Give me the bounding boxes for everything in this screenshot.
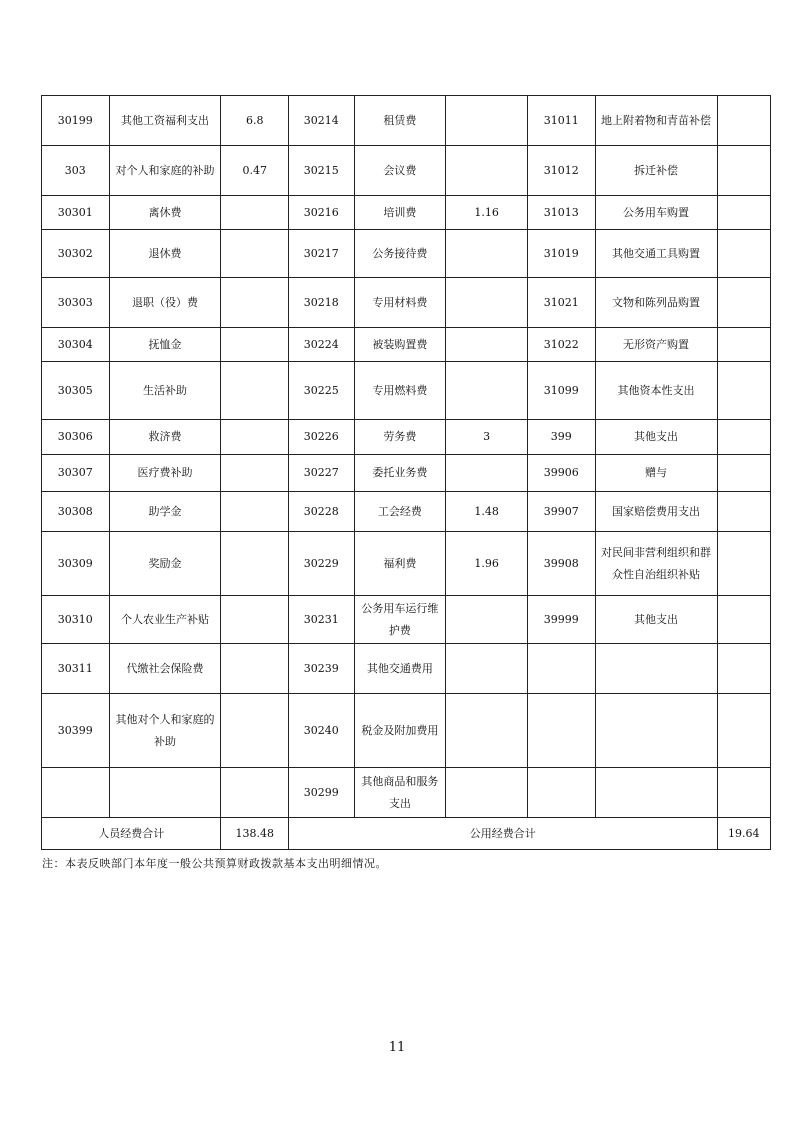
cell-code: 31099	[527, 362, 595, 420]
cell-item: 其他支出	[595, 596, 717, 644]
table-row	[42, 328, 771, 362]
cell-code: 30310	[42, 596, 110, 644]
cell-item	[595, 644, 717, 694]
cell-item: 会议费	[354, 146, 446, 196]
cell-amount	[221, 196, 289, 230]
cell-code: 30304	[42, 328, 110, 362]
cell-item: 其他交通工具购置	[595, 230, 717, 278]
cell-code	[527, 768, 595, 818]
cell-item: 文物和陈列品购置	[595, 278, 717, 328]
cell-code: 30215	[289, 146, 355, 196]
cell-amount	[446, 455, 528, 492]
cell-code	[527, 694, 595, 768]
cell-item: 其他支出	[595, 420, 717, 455]
table-row	[42, 532, 771, 596]
cell-amount	[717, 492, 771, 532]
cell-item: 委托业务费	[354, 455, 446, 492]
table-row	[42, 420, 771, 455]
cell-amount	[717, 328, 771, 362]
cell-amount	[446, 768, 528, 818]
cell-amount	[717, 420, 771, 455]
table-row	[42, 362, 771, 420]
public-total-label: 公用经费合计	[289, 818, 718, 850]
cell-item: 其他对个人和家庭的补助	[109, 694, 221, 768]
table-row	[42, 278, 771, 328]
cell-amount: 6.8	[221, 96, 289, 146]
cell-item	[109, 768, 221, 818]
cell-amount	[221, 278, 289, 328]
cell-amount	[221, 694, 289, 768]
table-row	[42, 230, 771, 278]
cell-item: 对个人和家庭的补助	[109, 146, 221, 196]
cell-code: 39907	[527, 492, 595, 532]
cell-amount	[446, 596, 528, 644]
cell-code: 39908	[527, 532, 595, 596]
totals-row	[42, 818, 771, 850]
cell-amount	[221, 596, 289, 644]
cell-code: 399	[527, 420, 595, 455]
cell-item: 公务接待费	[354, 230, 446, 278]
cell-item: 抚恤金	[109, 328, 221, 362]
cell-amount	[446, 694, 528, 768]
cell-item: 拆迁补偿	[595, 146, 717, 196]
cell-amount	[221, 328, 289, 362]
cell-amount	[446, 278, 528, 328]
cell-item: 代缴社会保险费	[109, 644, 221, 694]
cell-code: 30239	[289, 644, 355, 694]
personnel-total-label: 人员经费合计	[42, 818, 221, 850]
cell-code: 30217	[289, 230, 355, 278]
cell-amount	[221, 455, 289, 492]
cell-code: 30399	[42, 694, 110, 768]
table-row	[42, 196, 771, 230]
cell-code: 30305	[42, 362, 110, 420]
cell-code: 30240	[289, 694, 355, 768]
cell-amount	[446, 96, 528, 146]
cell-amount	[221, 230, 289, 278]
table-row	[42, 596, 771, 644]
cell-item: 工会经费	[354, 492, 446, 532]
cell-amount	[717, 278, 771, 328]
table-row	[42, 96, 771, 146]
cell-code: 30214	[289, 96, 355, 146]
cell-item: 地上附着物和青苗补偿	[595, 96, 717, 146]
table-note: 注：本表反映部门本年度一般公共预算财政拨款基本支出明细情况。	[42, 857, 387, 870]
cell-amount	[717, 768, 771, 818]
cell-code: 31019	[527, 230, 595, 278]
cell-item: 劳务费	[354, 420, 446, 455]
cell-amount	[717, 230, 771, 278]
cell-item: 培训费	[354, 196, 446, 230]
cell-code: 30308	[42, 492, 110, 532]
cell-amount	[221, 768, 289, 818]
cell-amount: 1.16	[446, 196, 528, 230]
table-row	[42, 146, 771, 196]
cell-amount	[221, 420, 289, 455]
cell-amount	[221, 362, 289, 420]
cell-code: 30228	[289, 492, 355, 532]
table-row	[42, 492, 771, 532]
cell-amount	[446, 328, 528, 362]
cell-item: 其他工资福利支出	[109, 96, 221, 146]
cell-code: 39999	[527, 596, 595, 644]
cell-code: 30227	[289, 455, 355, 492]
cell-amount	[717, 196, 771, 230]
cell-code: 30311	[42, 644, 110, 694]
cell-item: 无形资产购置	[595, 328, 717, 362]
table-row	[42, 694, 771, 768]
cell-code: 30226	[289, 420, 355, 455]
expenditure-detail-table	[41, 95, 771, 850]
table-row	[42, 768, 771, 818]
cell-code: 31011	[527, 96, 595, 146]
cell-item: 税金及附加费用	[354, 694, 446, 768]
cell-item: 退休费	[109, 230, 221, 278]
cell-item: 退职（役）费	[109, 278, 221, 328]
cell-item: 专用燃料费	[354, 362, 446, 420]
cell-code: 30303	[42, 278, 110, 328]
cell-item: 医疗费补助	[109, 455, 221, 492]
cell-code: 31012	[527, 146, 595, 196]
cell-code: 30231	[289, 596, 355, 644]
public-total-value: 19.64	[717, 818, 771, 850]
cell-code: 30216	[289, 196, 355, 230]
cell-item: 其他资本性支出	[595, 362, 717, 420]
cell-amount	[717, 362, 771, 420]
table-body	[42, 96, 771, 850]
cell-item	[595, 694, 717, 768]
personnel-total-value: 138.48	[221, 818, 289, 850]
cell-amount	[221, 532, 289, 596]
cell-item: 其他商品和服务支出	[354, 768, 446, 818]
cell-code: 30306	[42, 420, 110, 455]
cell-amount	[717, 455, 771, 492]
cell-item: 福利费	[354, 532, 446, 596]
cell-code: 39906	[527, 455, 595, 492]
cell-amount: 3	[446, 420, 528, 455]
cell-code: 30307	[42, 455, 110, 492]
cell-item: 租赁费	[354, 96, 446, 146]
cell-amount	[717, 644, 771, 694]
cell-code	[527, 644, 595, 694]
cell-item: 离休费	[109, 196, 221, 230]
page-number: 11	[388, 1040, 406, 1055]
cell-item	[595, 768, 717, 818]
cell-amount	[717, 596, 771, 644]
cell-amount	[717, 532, 771, 596]
cell-code: 31013	[527, 196, 595, 230]
cell-item: 奖励金	[109, 532, 221, 596]
cell-amount	[221, 492, 289, 532]
cell-code: 30225	[289, 362, 355, 420]
cell-amount	[717, 146, 771, 196]
cell-code: 30218	[289, 278, 355, 328]
cell-amount	[446, 146, 528, 196]
table-row	[42, 644, 771, 694]
cell-amount	[446, 230, 528, 278]
cell-code: 31022	[527, 328, 595, 362]
cell-item: 赠与	[595, 455, 717, 492]
cell-amount: 0.47	[221, 146, 289, 196]
cell-code: 30299	[289, 768, 355, 818]
cell-amount: 1.96	[446, 532, 528, 596]
cell-item: 个人农业生产补贴	[109, 596, 221, 644]
cell-item: 对民间非营利组织和群众性自治组织补贴	[595, 532, 717, 596]
cell-code: 30309	[42, 532, 110, 596]
cell-code: 30301	[42, 196, 110, 230]
cell-code: 30224	[289, 328, 355, 362]
cell-item: 国家赔偿费用支出	[595, 492, 717, 532]
cell-amount	[717, 694, 771, 768]
cell-item: 公务用车运行维护费	[354, 596, 446, 644]
cell-code: 30229	[289, 532, 355, 596]
cell-code: 31021	[527, 278, 595, 328]
cell-item: 生活补助	[109, 362, 221, 420]
table-row	[42, 455, 771, 492]
cell-item: 救济费	[109, 420, 221, 455]
cell-code: 30302	[42, 230, 110, 278]
cell-amount: 1.48	[446, 492, 528, 532]
cell-item: 公务用车购置	[595, 196, 717, 230]
cell-amount	[446, 644, 528, 694]
cell-code	[42, 768, 110, 818]
cell-amount	[446, 362, 528, 420]
cell-code: 30199	[42, 96, 110, 146]
cell-item: 助学金	[109, 492, 221, 532]
cell-amount	[717, 96, 771, 146]
cell-item: 其他交通费用	[354, 644, 446, 694]
cell-item: 被装购置费	[354, 328, 446, 362]
cell-amount	[221, 644, 289, 694]
cell-code: 303	[42, 146, 110, 196]
cell-item: 专用材料费	[354, 278, 446, 328]
